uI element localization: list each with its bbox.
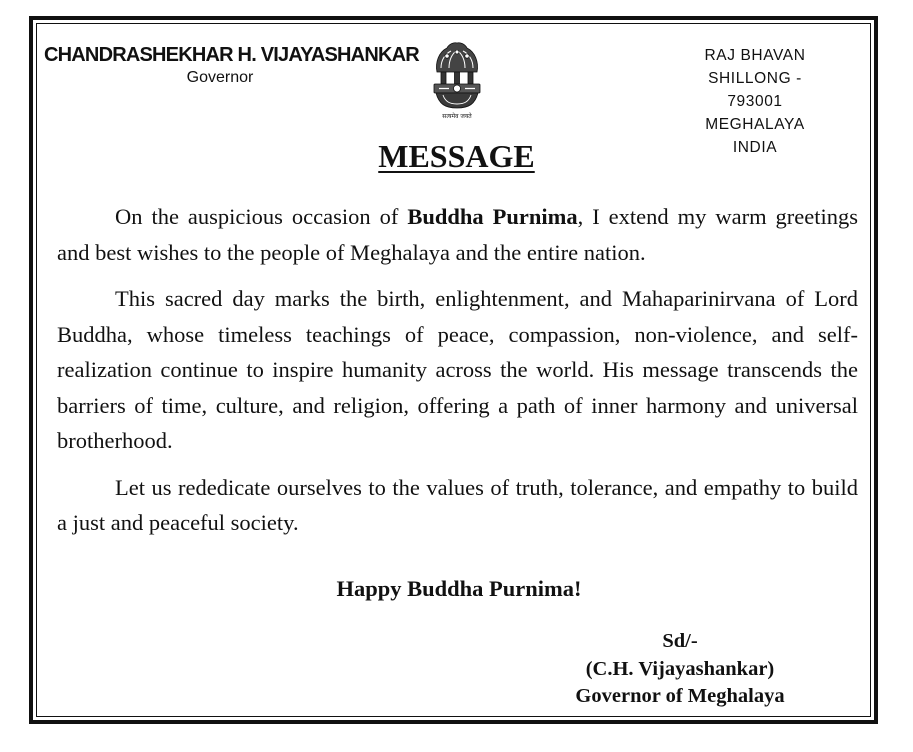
signature-block — [520, 628, 840, 711]
signatory-name: (C.H. Vijayashankar) — [585, 657, 775, 680]
message-heading: MESSAGE — [378, 138, 535, 174]
sender-block — [44, 44, 419, 87]
address-line: RAJ BHAVAN — [704, 47, 806, 64]
paragraph-1: On the auspicious occasion of Buddha Purnima, I extend my warm greetings and best wishes to the people of Meghalaya and the entire nation. — [57, 204, 859, 265]
governor-title: Governor — [186, 69, 254, 86]
national-emblem-icon — [427, 38, 487, 122]
paragraph-3: Let us rededicate ourselves to the values of truth, tolerance, and empathy to build a just and peaceful society. — [57, 474, 858, 535]
occasion-name: Buddha Purnima — [407, 204, 578, 229]
emblem-motto: सत्यमेव जयते — [442, 113, 472, 120]
closing-greeting: Happy Buddha Purnima! — [336, 576, 582, 601]
message-body — [57, 199, 858, 552]
signature-sd: Sd/- — [662, 630, 698, 652]
paragraph-2: This sacred day marks the birth, enlightenment, and Mahaparinirvana of Lord Buddha, whose timeless teachings of peace, compassion, non-violence, and self-realization continue to inspire humanity across the world. His message transcends the barriers of time, culture, and religion, offering a path of inner harmony and universal brotherhood. — [57, 286, 858, 453]
signatory-designation: Governor of Meghalaya — [575, 685, 785, 707]
governor-name: CHANDRASHEKHAR H. VIJAYASHANKAR — [44, 44, 419, 66]
address-line: SHILLONG - 793001 — [708, 70, 802, 110]
address-line: INDIA — [732, 139, 778, 156]
address-line: MEGHALAYA — [705, 116, 805, 133]
message-heading-container — [0, 138, 913, 175]
